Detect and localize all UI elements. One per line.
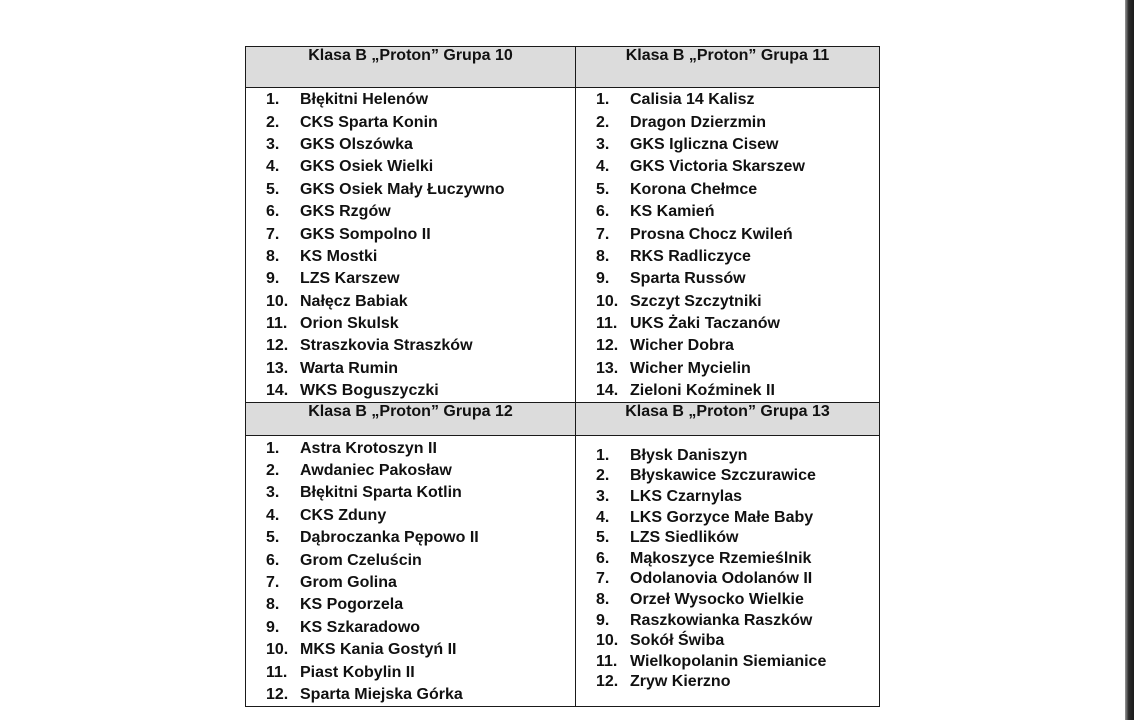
team-rank-number: 8.	[596, 247, 610, 265]
team-rank-number: 6.	[266, 203, 280, 221]
team-list-item	[246, 482, 575, 504]
team-rank-number: 6.	[596, 203, 610, 221]
team-name: GKS Victoria Skarszew	[630, 158, 805, 176]
team-list-item	[246, 179, 575, 201]
team-rank-number: 4.	[266, 158, 280, 176]
team-name: Sokół Świba	[630, 632, 725, 650]
team-rank-number: 10.	[266, 641, 289, 659]
team-list-item	[576, 223, 879, 245]
team-rank-number: 5.	[596, 529, 610, 547]
team-name: LKS Czarnylas	[630, 487, 743, 505]
team-rank-number: 9.	[596, 270, 610, 288]
team-list-item	[576, 445, 879, 466]
team-name: WKS Boguszyczki	[300, 382, 439, 400]
team-rank-number: 4.	[266, 506, 280, 524]
team-rank-number: 12.	[596, 673, 619, 691]
team-rank-number: 14.	[266, 382, 289, 400]
team-list-item	[576, 291, 879, 313]
team-list-item	[576, 313, 879, 335]
team-rank-number: 2.	[266, 462, 280, 480]
team-name: RKS Radliczyce	[630, 247, 751, 265]
team-name: Raszkowianka Raszków	[630, 611, 813, 629]
team-rank-number: 5.	[596, 180, 610, 198]
team-list-item	[246, 246, 575, 268]
team-name: KS Szkaradowo	[300, 618, 421, 636]
group-12-team-list	[246, 436, 575, 706]
team-list-item	[246, 639, 575, 661]
team-rank-number: 2.	[266, 113, 280, 131]
team-name: Nałęcz Babiak	[300, 292, 408, 310]
team-list-item	[576, 672, 879, 693]
team-rank-number: 7.	[596, 225, 610, 243]
team-name: Błękitni Helenów	[300, 91, 429, 109]
team-name: Wicher Mycielin	[630, 359, 751, 377]
team-name: Straszkovia Straszków	[300, 337, 473, 355]
team-list-item	[246, 527, 575, 549]
team-list-item	[576, 335, 879, 357]
team-name: Wielkopolanin Siemianice	[630, 652, 827, 670]
team-name: Dąbroczanka Pępowo II	[300, 529, 479, 547]
team-rank-number: 13.	[266, 359, 289, 377]
team-list-item	[576, 201, 879, 223]
team-name: GKS Sompolno II	[300, 225, 431, 243]
group-10-header: Klasa B „Proton” Grupa 10	[246, 47, 576, 88]
team-rank-number: 5.	[266, 180, 280, 198]
team-rank-number: 9.	[596, 611, 610, 629]
team-name: CKS Zduny	[300, 506, 387, 524]
team-name: Zryw Kierzno	[630, 673, 731, 691]
team-rank-number: 11.	[266, 663, 288, 681]
group-13-team-list	[576, 436, 879, 692]
group-11-team-list	[576, 88, 879, 402]
team-list-item	[246, 111, 575, 133]
team-name: Zieloni Koźminek II	[630, 382, 775, 400]
team-rank-number: 14.	[596, 382, 619, 400]
team-name: LZS Karszew	[300, 270, 400, 288]
team-list-item	[576, 358, 879, 380]
team-rank-number: 7.	[596, 570, 610, 588]
team-name: Wicher Dobra	[630, 337, 734, 355]
team-list-item	[576, 179, 879, 201]
team-rank-number: 8.	[266, 596, 280, 614]
team-list-item	[576, 651, 879, 672]
team-rank-number: 8.	[596, 590, 610, 608]
team-name: UKS Żaki Taczanów	[630, 315, 780, 333]
team-name: Błysk Daniszyn	[630, 446, 748, 464]
group-11-cell	[576, 88, 880, 403]
team-name: GKS Rzgów	[300, 203, 391, 221]
team-list-item	[246, 437, 575, 459]
team-rank-number: 4.	[596, 508, 610, 526]
team-list-item	[246, 380, 575, 402]
team-name: Błyskawice Szczurawice	[630, 467, 816, 485]
team-name: Astra Krotoszyn II	[300, 439, 437, 457]
team-rank-number: 11.	[596, 652, 618, 670]
team-name: MKS Kania Gostyń II	[300, 641, 457, 659]
team-rank-number: 1.	[266, 91, 280, 109]
team-rank-number: 11.	[596, 315, 618, 333]
team-list-item	[246, 549, 575, 571]
team-rank-number: 6.	[266, 551, 280, 569]
team-list-item	[246, 156, 575, 178]
team-rank-number: 2.	[596, 467, 610, 485]
team-rank-number: 9.	[266, 618, 280, 636]
team-rank-number: 7.	[266, 225, 280, 243]
team-list-item	[576, 610, 879, 631]
team-rank-number: 1.	[596, 91, 610, 109]
team-list-item	[576, 111, 879, 133]
team-rank-number: 12.	[266, 685, 289, 703]
team-list-item	[246, 661, 575, 683]
team-list-item	[246, 460, 575, 482]
team-list-item	[246, 313, 575, 335]
team-rank-number: 7.	[266, 574, 280, 591]
team-name: Warta Rumin	[300, 359, 399, 377]
team-list-item	[246, 268, 575, 290]
team-name: GKS Olszówka	[300, 135, 413, 153]
team-name: Orion Skulsk	[300, 315, 399, 333]
team-list-item	[576, 590, 879, 611]
team-rank-number: 10.	[596, 292, 619, 310]
team-rank-number: 3.	[596, 135, 610, 153]
team-name: Orzeł Wysocko Wielkie	[630, 590, 804, 608]
team-name: Sparta Miejska Górka	[300, 685, 463, 703]
team-name: KS Pogorzela	[300, 596, 404, 614]
team-rank-number: 3.	[266, 135, 280, 153]
team-list-item	[576, 487, 879, 508]
team-list-item	[576, 134, 879, 156]
teams-row-bottom	[246, 436, 880, 707]
team-list-item	[576, 268, 879, 290]
team-list-item	[246, 89, 575, 111]
team-list-item	[246, 223, 575, 245]
team-rank-number: 2.	[596, 113, 610, 131]
group-13-header: Klasa B „Proton” Grupa 13	[576, 403, 880, 436]
teams-row-top	[246, 88, 880, 403]
team-list-item	[246, 134, 575, 156]
team-rank-number: 8.	[266, 247, 280, 265]
team-list-item	[246, 594, 575, 616]
group-12-cell	[246, 436, 576, 707]
team-list-item	[576, 246, 879, 268]
team-rank-number: 11.	[266, 315, 288, 333]
team-rank-number: 6.	[596, 549, 610, 567]
team-list-item	[576, 528, 879, 549]
team-rank-number: 12.	[596, 337, 619, 355]
team-list-item	[246, 358, 575, 380]
team-rank-number: 10.	[266, 292, 289, 310]
team-list-item	[576, 631, 879, 652]
team-rank-number: 3.	[266, 484, 280, 502]
team-list-item	[246, 572, 575, 594]
league-groups-table	[245, 46, 880, 707]
team-name: GKS Osiek Mały Łuczywno	[300, 180, 505, 198]
team-rank-number: 4.	[596, 158, 610, 176]
team-list-item	[576, 380, 879, 402]
team-list-item	[246, 201, 575, 223]
team-name: LZS Siedlików	[630, 529, 739, 547]
team-name: Grom Czeluścin	[300, 551, 422, 569]
team-name: Szczyt Szczytniki	[630, 292, 762, 310]
group-11-header: Klasa B „Proton” Grupa 11	[576, 47, 880, 88]
team-name: Korona Chełmce	[630, 180, 758, 198]
window-edge-scrollbar	[1125, 0, 1134, 720]
team-rank-number: 13.	[596, 359, 619, 377]
team-list-item	[246, 291, 575, 313]
team-name: Calisia 14 Kalisz	[630, 91, 755, 109]
team-list-item	[576, 466, 879, 487]
team-name: KS Kamień	[630, 203, 715, 221]
team-list-item	[576, 548, 879, 569]
group-13-cell	[576, 436, 880, 707]
team-name: Piast Kobylin II	[300, 663, 415, 681]
header-row-bottom	[246, 403, 880, 436]
team-list-item	[576, 89, 879, 111]
team-list-item	[246, 335, 575, 357]
team-list-item	[246, 617, 575, 639]
team-rank-number: 12.	[266, 337, 289, 355]
team-rank-number: 3.	[596, 487, 610, 505]
team-name: Prosna Chocz Kwileń	[630, 225, 793, 243]
team-list-item	[576, 507, 879, 528]
team-name: Błękitni Sparta Kotlin	[300, 484, 462, 502]
team-rank-number: 5.	[266, 529, 280, 547]
team-list-item	[246, 505, 575, 527]
team-name: CKS Sparta Konin	[300, 113, 438, 131]
team-rank-number: 1.	[266, 439, 280, 457]
team-rank-number: 10.	[596, 632, 619, 650]
team-name: LKS Gorzyce Małe Baby	[630, 508, 814, 526]
team-name: GKS Osiek Wielki	[300, 158, 434, 176]
team-name: Mąkoszyce Rzemieślnik	[630, 549, 812, 567]
team-rank-number: 1.	[596, 446, 610, 464]
group-10-team-list	[246, 88, 575, 402]
team-list-item	[576, 569, 879, 590]
team-name: GKS Igliczna Cisew	[630, 135, 779, 153]
team-name: Awdaniec Pakosław	[300, 462, 452, 480]
team-name: Sparta Russów	[630, 270, 746, 288]
team-name: KS Mostki	[300, 247, 378, 265]
team-rank-number: 9.	[266, 270, 280, 288]
team-name: Dragon Dzierzmin	[630, 113, 767, 131]
team-name: Grom Golina	[300, 574, 397, 591]
team-list-item	[576, 156, 879, 178]
group-12-header: Klasa B „Proton” Grupa 12	[246, 403, 576, 436]
header-row-top	[246, 47, 880, 88]
team-name: Odolanovia Odolanów II	[630, 570, 813, 588]
team-list-item	[246, 684, 575, 706]
group-10-cell	[246, 88, 576, 403]
